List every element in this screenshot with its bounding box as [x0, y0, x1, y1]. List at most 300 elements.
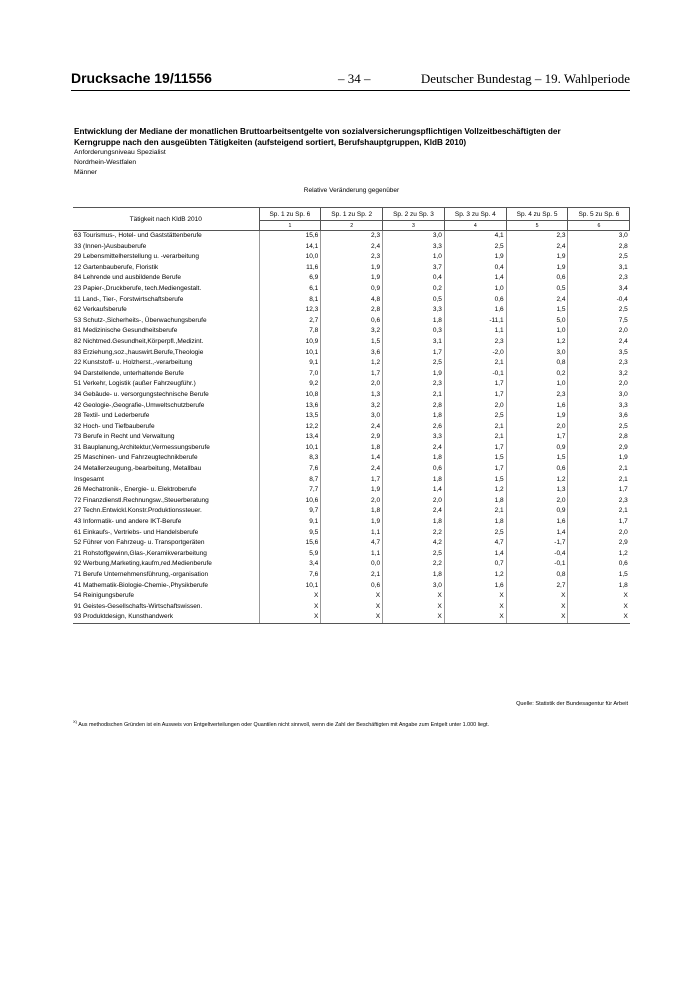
row-label: 26 Mechatronik-, Energie- u. Elektroberufe: [74, 486, 197, 494]
row-value: 9,1: [259, 517, 321, 528]
row-value: 1,7: [568, 485, 630, 496]
row-value: 8,7: [259, 475, 321, 486]
row-value: 3,0: [383, 581, 445, 592]
doc-number: 11556: [173, 70, 212, 86]
row-value: 2,2: [383, 559, 445, 570]
row-value: 1,8: [444, 517, 506, 528]
row-value: 1,7: [321, 369, 383, 380]
row-value: 0,2: [383, 284, 445, 295]
table-row: [73, 422, 630, 433]
row-value: 7,0: [259, 369, 321, 380]
row-value: 1,5: [568, 570, 630, 581]
row-value: 2,1: [383, 390, 445, 401]
table-caption: Relative Veränderung gegenüber: [303, 187, 400, 194]
row-value: 1,7: [444, 390, 506, 401]
row-value: 0,8: [506, 570, 568, 581]
row-value: -1,7: [506, 538, 568, 549]
row-value: 4,1: [444, 231, 506, 242]
row-value: 10,1: [259, 581, 321, 592]
row-value: 1,4: [444, 273, 506, 284]
row-value: 0,9: [321, 284, 383, 295]
row-value: X: [383, 602, 445, 613]
row-value: 0,6: [444, 295, 506, 306]
row-value: 15,6: [259, 538, 321, 549]
row-value: 2,4: [321, 242, 383, 253]
row-value: 2,4: [568, 337, 630, 348]
row-value: 3,3: [383, 242, 445, 253]
row-label: 11 Land-, Tier-, Forstwirtschaftsberufe: [74, 295, 184, 303]
row-value: 0,7: [444, 559, 506, 570]
row-value: 1,0: [444, 284, 506, 295]
row-value: 2,4: [506, 295, 568, 306]
row-label: 52 Führer von Fahrzeug- u. Transportgeräten: [74, 539, 205, 547]
row-value: 2,3: [568, 273, 630, 284]
row-value: 12,2: [259, 422, 321, 433]
row-value: 0,6: [321, 581, 383, 592]
row-value: 2,8: [383, 401, 445, 412]
row-value: 2,0: [568, 326, 630, 337]
row-value: 15,6: [259, 231, 321, 242]
row-value: 5,0: [506, 316, 568, 327]
row-value: 3,2: [568, 369, 630, 380]
row-value: 1,7: [506, 432, 568, 443]
row-value: X: [506, 602, 568, 613]
row-value: 1,9: [506, 411, 568, 422]
row-value: 2,0: [568, 528, 630, 539]
row-value: 10,0: [259, 252, 321, 263]
row-value: 2,5: [383, 549, 445, 560]
table-title-line-2: Kerngruppe nach den ausgeübten Tätigkeiten (aufsteigend sortiert, Berufshauptgruppen, KldB 2010): [74, 137, 467, 147]
row-label: 94 Darstellende, unterhaltende Berufe: [74, 369, 184, 377]
row-value: 1,9: [321, 517, 383, 528]
footnote-mark: X): [73, 719, 77, 724]
row-value: 3,0: [568, 231, 630, 242]
row-label: 33 (Innen-)Ausbauberufe: [74, 242, 147, 250]
row-value: 1,3: [506, 485, 568, 496]
row-value: 1,1: [444, 326, 506, 337]
column-header: Sp. 4 zu Sp. 5: [506, 208, 568, 221]
row-value: 1,4: [506, 528, 568, 539]
table-row: [73, 612, 630, 623]
source-note: Quelle: Statistik der Bundesagentur für Arbeit: [516, 701, 628, 707]
row-value: 0,6: [506, 273, 568, 284]
row-value: 2,3: [383, 379, 445, 390]
row-label: 27 Techn.Entwickl.Konstr.Produktionssteuer.: [74, 507, 202, 515]
row-value: 3,0: [506, 348, 568, 359]
row-value: 1,8: [321, 443, 383, 454]
row-value: 1,9: [321, 263, 383, 274]
row-value: 2,5: [444, 528, 506, 539]
row-value: 1,5: [506, 305, 568, 316]
row-value: 8,3: [259, 453, 321, 464]
row-value: 1,6: [444, 305, 506, 316]
row-value: 1,1: [321, 528, 383, 539]
row-value: 8,1: [259, 295, 321, 306]
row-value: 1,9: [568, 453, 630, 464]
row-label: 84 Lehrende und ausbildende Berufe: [74, 274, 181, 282]
row-value: X: [568, 612, 630, 623]
row-value: 0,8: [506, 358, 568, 369]
page-number: – 34 –: [338, 71, 371, 86]
row-value: 7,6: [259, 570, 321, 581]
table-row: [73, 284, 630, 295]
row-value: 1,8: [383, 316, 445, 327]
row-value: 3,1: [383, 337, 445, 348]
row-value: 1,9: [444, 252, 506, 263]
row-label: 43 Informatik- und andere IKT-Berufe: [74, 518, 182, 526]
table-row: [73, 411, 630, 422]
row-value: 1,8: [383, 517, 445, 528]
row-value: 1,6: [506, 401, 568, 412]
table-row: [73, 358, 630, 369]
row-value: X: [568, 602, 630, 613]
row-value: 3,6: [568, 411, 630, 422]
column-number: 4: [444, 221, 506, 231]
row-value: 1,6: [506, 517, 568, 528]
row-value: 3,0: [568, 390, 630, 401]
row-label: Insgesamt: [74, 475, 104, 483]
row-value: 3,4: [568, 284, 630, 295]
row-label: 24 Metallerzeugung,-bearbeitung, Metallbau: [74, 465, 202, 473]
row-value: 1,3: [321, 390, 383, 401]
row-value: 1,2: [506, 337, 568, 348]
row-value: X: [444, 602, 506, 613]
row-value: 3,2: [321, 326, 383, 337]
table-row: [73, 337, 630, 348]
row-value: 10,9: [259, 337, 321, 348]
row-value: X: [444, 612, 506, 623]
table-row: [73, 485, 630, 496]
row-value: 2,3: [321, 252, 383, 263]
table-row: [73, 316, 630, 327]
table-row: [73, 602, 630, 613]
row-value: 9,2: [259, 379, 321, 390]
row-value: 2,5: [568, 422, 630, 433]
row-value: 2,3: [321, 231, 383, 242]
row-value: 2,2: [383, 528, 445, 539]
doc-prefix: Drucksache 19/: [71, 70, 174, 86]
row-value: 3,0: [321, 411, 383, 422]
row-value: X: [259, 591, 321, 602]
row-label: 82 Nichtmed.Gesundheit,Körperpfl.,Medizint.: [74, 337, 204, 345]
row-value: 1,7: [444, 443, 506, 454]
row-value: 0,4: [444, 263, 506, 274]
row-value: 2,0: [383, 496, 445, 507]
table-row: [73, 517, 630, 528]
row-value: 1,8: [383, 570, 445, 581]
table-row: [73, 506, 630, 517]
row-label: 31 Bauplanung,Architektur,Vermessungsberufe: [74, 443, 210, 451]
row-value: 5,9: [259, 549, 321, 560]
row-label: 62 Verkaufsberufe: [74, 306, 127, 314]
column-number: 1: [259, 221, 321, 231]
table-row: [73, 475, 630, 486]
row-value: X: [259, 612, 321, 623]
row-label: 72 Finanzdienstl.Rechnungsw.,Steuerberatung: [74, 496, 209, 504]
row-value: 1,1: [321, 549, 383, 560]
table-row: [73, 326, 630, 337]
row-value: 1,9: [506, 252, 568, 263]
table-row: [73, 549, 630, 560]
row-label: 71 Berufe Unternehmensführung,-organisation: [74, 571, 209, 578]
row-label: 21 Rohstoffgewinn,Glas-,Keramikverarbeitung: [74, 549, 207, 557]
row-value: 2,3: [444, 337, 506, 348]
row-value: 3,5: [568, 348, 630, 359]
row-value: 2,7: [506, 581, 568, 592]
row-value: X: [506, 612, 568, 623]
table-body: [73, 231, 630, 624]
row-value: 2,0: [321, 379, 383, 390]
table-row: [73, 263, 630, 274]
row-label: 22 Kunststoff- u. Holzherst.,-verarbeitung: [74, 359, 193, 367]
table-row: [73, 390, 630, 401]
row-value: 2,6: [383, 422, 445, 433]
row-value: 3,2: [321, 401, 383, 412]
row-value: -11,1: [444, 316, 506, 327]
row-value: 2,1: [444, 432, 506, 443]
table-row: [73, 443, 630, 454]
row-value: 1,8: [444, 496, 506, 507]
row-value: 9,7: [259, 506, 321, 517]
row-value: 9,5: [259, 528, 321, 539]
row-value: X: [506, 591, 568, 602]
column-number: 5: [506, 221, 568, 231]
column-number: 3: [383, 221, 445, 231]
row-value: 2,5: [444, 411, 506, 422]
table-row: [73, 496, 630, 507]
row-value: 2,4: [321, 422, 383, 433]
row-label: 42 Geologie-,Geografie-,Umweltschutzberufe: [74, 401, 205, 409]
row-label: 51 Verkehr, Logistik (außer Fahrzeugführ.): [74, 380, 196, 388]
row-value: 2,1: [568, 506, 630, 517]
column-header: Sp. 3 zu Sp. 4: [444, 208, 506, 221]
row-label: 91 Geistes-Gesellschafts-Wirtschaftswissen.: [74, 602, 203, 610]
row-value: 2,1: [321, 570, 383, 581]
row-value: 1,5: [506, 453, 568, 464]
row-label: 23 Papier-,Druckberufe, tech.Mediengestalt.: [74, 284, 202, 292]
row-value: 7,8: [259, 326, 321, 337]
row-value: 7,6: [259, 464, 321, 475]
row-value: 1,8: [383, 411, 445, 422]
row-value: 0,4: [383, 273, 445, 284]
row-value: 0,0: [321, 559, 383, 570]
row-value: 1,0: [506, 326, 568, 337]
row-label: 73 Berufe in Recht und Verwaltung: [74, 433, 175, 441]
row-value: 1,7: [444, 464, 506, 475]
row-value: 1,2: [321, 358, 383, 369]
row-value: 2,1: [568, 464, 630, 475]
row-value: 3,6: [321, 348, 383, 359]
row-value: 1,0: [383, 252, 445, 263]
row-value: 1,9: [383, 369, 445, 380]
row-value: 0,6: [568, 559, 630, 570]
row-value: 12,3: [259, 305, 321, 316]
row-value: -0,1: [506, 559, 568, 570]
row-value: 1,5: [444, 475, 506, 486]
column-header: Sp. 1 zu Sp. 6: [259, 208, 321, 221]
row-value: 2,3: [506, 231, 568, 242]
row-label: 54 Reinigungsberufe: [74, 592, 134, 600]
row-value: 13,6: [259, 401, 321, 412]
row-value: 1,2: [444, 485, 506, 496]
table-title-line-1: Entwicklung der Mediane der monatlichen Bruttoarbeitsentgelte von sozialversicherungspflichtigen Vollzeitbeschäftigten der: [74, 127, 561, 136]
row-value: 2,7: [259, 316, 321, 327]
row-value: 2,8: [568, 432, 630, 443]
row-value: 1,5: [444, 453, 506, 464]
row-value: 1,8: [568, 581, 630, 592]
row-value: -0,1: [444, 369, 506, 380]
row-value: 1,4: [444, 549, 506, 560]
table-row: [73, 538, 630, 549]
row-value: 2,8: [568, 242, 630, 253]
row-value: 1,8: [383, 475, 445, 486]
row-label: 32 Hoch- und Tiefbauberufe: [74, 422, 155, 430]
row-label: 83 Erziehung,soz.,hauswirt.Berufe,Theologie: [74, 348, 204, 356]
row-value: 0,5: [383, 295, 445, 306]
table-row: [73, 453, 630, 464]
table-row: [73, 273, 630, 284]
row-value: X: [321, 612, 383, 623]
row-value: 2,5: [568, 252, 630, 263]
row-value: -0,4: [506, 549, 568, 560]
table-row: [73, 432, 630, 443]
row-value: 9,1: [259, 358, 321, 369]
label-header: Tätigkeit nach KldB 2010: [73, 208, 259, 231]
row-value: 2,3: [568, 496, 630, 507]
row-value: 0,6: [506, 464, 568, 475]
table-row: [73, 464, 630, 475]
row-value: X: [568, 591, 630, 602]
row-value: 1,9: [506, 263, 568, 274]
row-value: 1,5: [321, 337, 383, 348]
row-value: 2,0: [321, 496, 383, 507]
table-row: [73, 581, 630, 592]
meta-gender: Männer: [74, 169, 98, 176]
row-value: 2,3: [568, 358, 630, 369]
row-label: 28 Textil- und Lederberufe: [74, 412, 150, 420]
row-value: 2,5: [383, 358, 445, 369]
row-value: 3,3: [383, 432, 445, 443]
table-row: [73, 591, 630, 602]
row-value: 10,1: [259, 348, 321, 359]
row-value: 0,9: [506, 443, 568, 454]
table-row: [73, 348, 630, 359]
row-value: 1,6: [444, 581, 506, 592]
column-header: Sp. 2 zu Sp. 3: [383, 208, 445, 221]
page-header: [71, 70, 630, 91]
row-value: 3,1: [568, 263, 630, 274]
row-value: 13,5: [259, 411, 321, 422]
row-value: 1,8: [383, 453, 445, 464]
row-value: 1,9: [321, 273, 383, 284]
row-value: 2,4: [383, 443, 445, 454]
table-row: [73, 559, 630, 570]
row-label: 29 Lebensmittelherstellung u. -verarbeitung: [74, 253, 200, 261]
row-value: 7,7: [259, 485, 321, 496]
row-value: X: [383, 612, 445, 623]
row-value: 14,1: [259, 242, 321, 253]
row-value: 2,5: [568, 305, 630, 316]
row-value: 4,7: [444, 538, 506, 549]
row-value: 11,6: [259, 263, 321, 274]
table-row: [73, 305, 630, 316]
row-value: 10,8: [259, 390, 321, 401]
row-value: 1,2: [568, 549, 630, 560]
table-row: [73, 242, 630, 253]
row-value: 2,1: [444, 506, 506, 517]
footnote: [73, 719, 489, 728]
row-label: 61 Einkaufs-, Vertriebs- und Handelsberufe: [74, 528, 199, 536]
row-value: 2,3: [506, 390, 568, 401]
row-value: 4,7: [321, 538, 383, 549]
row-label: 12 Gartenbauberufe, Floristik: [74, 263, 159, 271]
row-value: 1,8: [321, 506, 383, 517]
row-value: 0,9: [506, 506, 568, 517]
row-value: 4,2: [383, 538, 445, 549]
row-value: 3,3: [568, 401, 630, 412]
row-value: 1,2: [444, 570, 506, 581]
column-header: Sp. 1 zu Sp. 2: [321, 208, 383, 221]
row-value: 0,3: [383, 326, 445, 337]
row-value: 2,4: [383, 506, 445, 517]
row-value: 1,0: [506, 379, 568, 390]
row-value: X: [259, 602, 321, 613]
row-value: X: [321, 602, 383, 613]
row-value: 3,4: [259, 559, 321, 570]
table-row: [73, 252, 630, 263]
title-block: [74, 127, 634, 178]
row-label: 63 Tourismus-, Hotel- und Gaststättenberufe: [74, 232, 202, 239]
row-value: 2,0: [506, 422, 568, 433]
publisher: Deutscher Bundestag – 19. Wahlperiode: [420, 71, 630, 86]
row-value: 2,1: [444, 422, 506, 433]
document-number: [71, 70, 212, 86]
row-value: 2,5: [444, 242, 506, 253]
table-row: [73, 401, 630, 412]
row-value: 0,5: [506, 284, 568, 295]
row-value: 2,4: [321, 464, 383, 475]
table-row: [73, 379, 630, 390]
table-row: [73, 570, 630, 581]
meta-level: Anforderungsniveau Spezialist: [74, 149, 166, 156]
row-value: 10,6: [259, 496, 321, 507]
row-value: 6,1: [259, 284, 321, 295]
row-label: 92 Werbung,Marketing,kaufm,red.Medienberufe: [74, 560, 212, 568]
column-number: 6: [568, 221, 630, 231]
meta-region: Nordrhein-Westfalen: [74, 159, 137, 166]
row-value: 2,0: [444, 401, 506, 412]
column-header: Sp. 5 zu Sp. 6: [568, 208, 630, 221]
row-value: 1,2: [506, 475, 568, 486]
row-value: 2,8: [321, 305, 383, 316]
row-value: 7,5: [568, 316, 630, 327]
row-label: 53 Schutz-,Sicherheits-, Überwachungsberufe: [74, 316, 207, 324]
row-label: 81 Medizinische Gesundheitsberufe: [74, 327, 178, 335]
row-value: -0,4: [568, 295, 630, 306]
row-value: 6,9: [259, 273, 321, 284]
row-value: 1,7: [444, 379, 506, 390]
table-row: [73, 369, 630, 380]
row-value: 2,4: [506, 242, 568, 253]
row-value: 0,2: [506, 369, 568, 380]
row-value: 2,9: [321, 432, 383, 443]
row-label: 25 Maschinen- und Fahrzeugtechnikberufe: [74, 454, 198, 462]
row-label: 93 Produktdesign, Kunsthandwerk: [73, 612, 259, 623]
row-value: 10,1: [259, 443, 321, 454]
row-value: 1,7: [321, 475, 383, 486]
row-value: 4,8: [321, 295, 383, 306]
row-value: 0,6: [383, 464, 445, 475]
